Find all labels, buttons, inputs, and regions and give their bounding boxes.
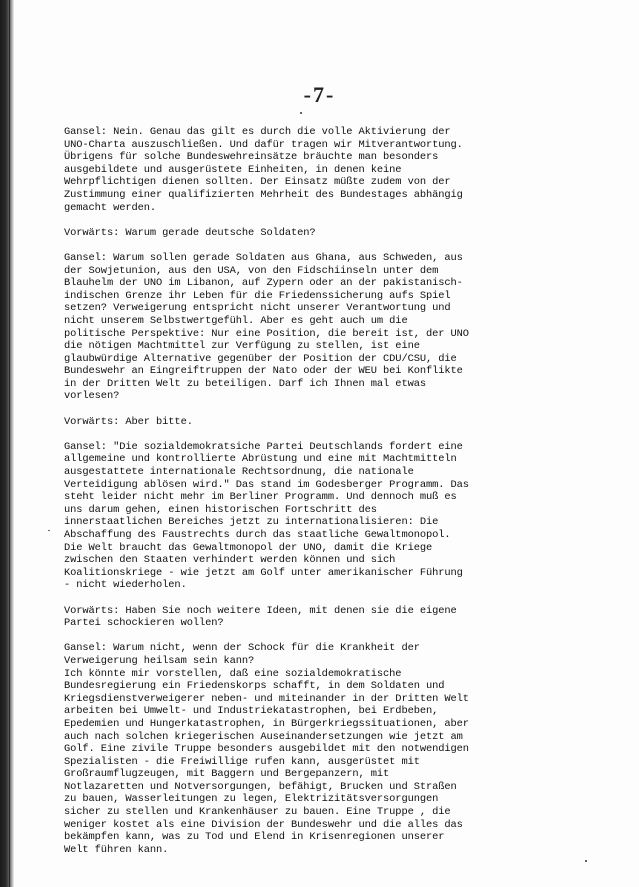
text-line: zu bauen, Wasserleitungen zu legen, Elektrizitätsversorgungen <box>64 793 439 806</box>
text-line: steht leider nicht mehr im Berliner Programm. Und dennoch muß es <box>64 491 457 504</box>
text-line: arbeiten bei Umwelt- und Industriekatastrophen, bei Erdbeben, <box>64 705 439 718</box>
text-line: allgemeine und kontrollierte Abrüstung und eine mit Machtmitteln <box>64 453 457 466</box>
text-line: Vorwärts: Haben Sie noch weitere Ideen, mit denen sie die eigene <box>64 604 457 617</box>
text-line: zwischen den Staaten verhindert werden können und sich <box>64 554 396 567</box>
text-line: Vorwärts: Warum gerade deutsche Soldaten? <box>64 226 316 239</box>
text-line: indischen Grenze ihr Leben für die Friedenssicherung aufs Spiel <box>64 289 451 302</box>
text-line: Die Welt braucht das Gewaltmonopol der UNO, damit die Kriege <box>64 541 433 554</box>
scan-speck <box>48 530 50 531</box>
text-line: die nötigen Machtmittel zur Verfügung zu stellen, ist eine <box>64 340 420 353</box>
text-line: auch nach solchen kriegerischen Auseinandersetzungen wie jetzt am <box>64 730 463 743</box>
text-line: der Sowjetunion, aus den USA, von den Fidschiinseln unter dem <box>64 264 439 277</box>
text-line: ausgebildete und ausgerüstete Einheiten, in denen keine <box>64 163 402 176</box>
text-line: Welt führen kann. <box>64 843 169 856</box>
text-line: uns darum gehen, einen historischen Fortschritt des <box>64 503 377 516</box>
text-line: weniger kostet als eine Division der Bundeswehr und die alles das <box>64 818 463 831</box>
text-line: Blauhelm der UNO im Libanon, auf Zypern oder an der pakistanisch- <box>64 277 463 290</box>
text-line: Golf. Eine zivile Truppe besonders ausgebildet mit den notwendigen <box>64 743 469 756</box>
paragraph <box>64 252 624 403</box>
text-line: nicht unserem Selbstwertgefühl. Aber es geht auch um die <box>64 314 408 327</box>
paragraph <box>64 642 624 856</box>
text-line: politische Perspektive: Nur eine Position, die bereit ist, der UNO <box>64 327 469 340</box>
text-line: Verteidigung ablösen wird." Das stand im Godesberger Programm. Das <box>64 478 469 491</box>
scan-edge-line <box>9 0 10 887</box>
text-line: Gansel: "Die sozialdemokratsiche Partei Deutschlands fordert eine <box>64 440 463 453</box>
text-line: innerstaatlichen Bereiches jetzt zu internationalisieren: Die <box>64 516 439 529</box>
text-line: Großraumflugzeugen, mit Baggern und Bergepanzern, mit <box>64 768 390 781</box>
scan-binding-edge <box>0 0 14 887</box>
text-line: Gansel: Nein. Genau das gilt es durch die volle Aktivierung der <box>64 126 451 138</box>
text-line: Wehrpflichtigen dienen sollten. Der Einsatz müßte zudem von der <box>64 176 451 189</box>
text-line: ausgestattete internationale Rechtsordnung, die nationale <box>64 466 414 479</box>
paragraph <box>64 441 624 592</box>
document-body <box>64 126 624 869</box>
text-line: vorlesen? <box>64 390 120 403</box>
text-line: Spezialisten - die Freiwillige rufen kann, ausgerüstet mit <box>64 755 420 768</box>
text-line: sicher zu stellen und Krankenhäuser zu bauen. Eine Truppe , die <box>64 806 451 819</box>
page-number: -7- <box>303 82 336 107</box>
text-line: glaubwürdige Alternative gegenüber der Position der CDU/CSU, die <box>64 352 457 365</box>
paragraph <box>64 227 624 240</box>
text-line: Vorwärts: Aber bitte. <box>64 415 193 428</box>
text-line: Kriegsdienstverweigerer neben- und miteinander in der Dritten Welt <box>64 692 469 705</box>
text-line: Partei schockieren wollen? <box>64 617 224 630</box>
text-line: Epedemien und Hungerkatastrophen, in Bürgerkriegssituationen, aber <box>64 717 469 730</box>
text-line: Bundeswehr an Eingreiftruppen der Nato oder der WEU bei Konflikte <box>64 365 463 378</box>
text-line: Gansel: Warum sollen gerade Soldaten aus Ghana, aus Schweden, aus <box>64 251 463 264</box>
text-line: Verweigerung heilsam sein kann? <box>64 654 255 667</box>
text-line: in der Dritten Welt zu beteiligen. Darf ich Ihnen mal etwas <box>64 377 426 390</box>
text-line: Gansel: Warum nicht, wenn der Schock für die Krankheit der <box>64 642 420 655</box>
text-line: gemacht werden. <box>64 201 157 214</box>
paragraph <box>64 416 624 429</box>
text-line: - nicht wiederholen. <box>64 579 187 592</box>
text-line: Abschaffung des Faustrechts durch das staatliche Gewaltmonopol. <box>64 529 451 541</box>
text-line: Übrigens für solche Bundeswehreinsätze bräuchte man besonders <box>64 151 439 164</box>
scan-speck <box>585 860 587 862</box>
scan-speck <box>300 112 302 114</box>
text-line: Ich könnte mir vorstellen, daß eine sozialdemokratische <box>64 667 402 680</box>
text-line: setzen? Verweigerung entspricht nicht unserer Verantwortung und <box>64 302 451 315</box>
text-line: Notlazaretten und Notversorgungen, befähigt, Brucken und Straßen <box>64 780 457 793</box>
text-line: Zustimmung einer qualifizierten Mehrheit des Bundestages abhängig <box>64 188 463 201</box>
text-line: UNO-Charta auszuschließen. Und dafür tragen wir Mitverantwortung. <box>64 138 463 151</box>
text-line: Koalitionskriege - wie jetzt am Golf unter amerikanischer Führung <box>64 566 463 579</box>
paragraph <box>64 126 624 214</box>
paragraph <box>64 605 624 630</box>
text-line: Bundesregierung ein Friedenskorps schafft, in dem Soldaten und <box>64 680 445 693</box>
text-line: bekämpfen kann, was zu Tod und Elend in Krisenregionen unserer <box>64 831 445 844</box>
